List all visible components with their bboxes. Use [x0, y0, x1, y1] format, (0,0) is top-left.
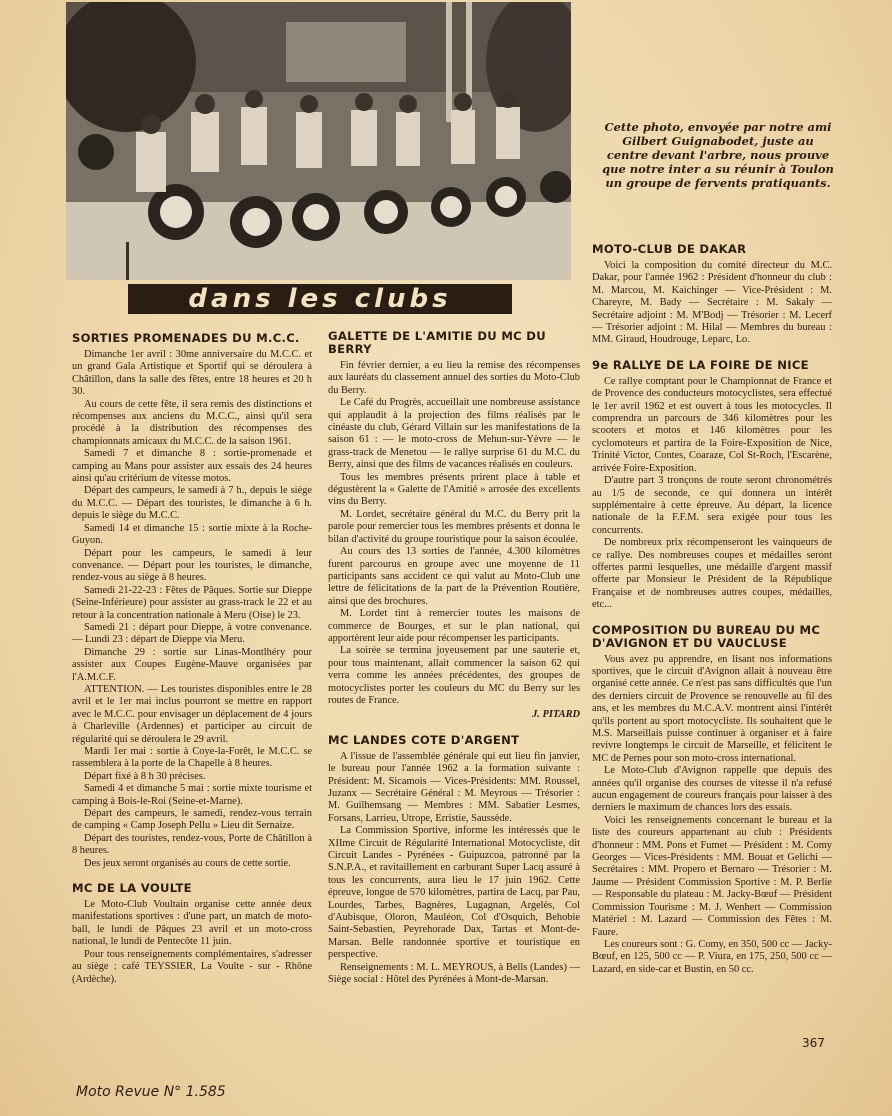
article-paragraph: M. Lordet tint à remercier toutes les maisons de commerce de Bourges, et sur le plan national, qui apportèrent leur aide pour récompenser les participants. — [328, 608, 580, 644]
article-paragraph: Des jeux seront organisés au cours de cette sortie. — [84, 857, 291, 869]
photo-caption: Cette photo, envoyée par notre ami Gilbert Guignabodet, juste au centre devant l'arbre, nous prouve que notre inter a su réunir à Toulon un groupe de fervents pratiquants. — [602, 120, 834, 190]
article-paragraph: Départ pour les campeurs, le samedi à leur convenance. — Départ pour les touristes, le dimanche, rendez-vous au siège à 8 heures. — [72, 547, 312, 584]
article-paragraph: Dimanche 1er avril : 30me anniversaire du M.C.C. et un grand Gala Artistique et Sportif qui se déroulera à Châtillon, dans la salle des fêtes, entre 18 heures et 20 h 30. — [72, 349, 312, 398]
article-paragraph: Samedi 7 et dimanche 8 : sortie-promenade et camping au Mans pour assister aux essais des 24 heures ainsi qu'au critérium de vitesse motos. — [72, 448, 312, 485]
article-paragraph: Départ des touristes, rendez-vous, Porte de Châtillon à 8 heures. — [72, 832, 312, 857]
article-paragraph: Mardi 1er mai : sortie à Coye-la-Forêt, le M.C.C. se rassemblera à la porte de la Chapelle à 8 heures. — [72, 746, 312, 770]
article-paragraph: Vous avez pu apprendre, en lisant nos informations sportives, que le circuit d'Avignon allait à nouveau être organisé cette année. Ce n'est pas sans difficultés que l'un des derniers circuit de Provence se renouvelle au fil des ans, et les membres du M.C.A.V. montrent ainsi l'intérêt qu'ils portent au sport motocycliste. Ils souhaitent que le M.S. Marseillais puisse continuer à organiser et à faire revivre longtemps le circuit de Marseille, et félicitent le MC de Pernes pour son moto-cross international. — [592, 653, 832, 764]
article-title: MOTO-CLUB DE DAKAR — [592, 242, 747, 256]
article-paragraph: Départ des campeurs, le samedi à 7 h., depuis le siège du M.C.C. — Départ des touristes, le dimanche à 6 h. depuis le siège du M.C.C. — [72, 485, 312, 522]
article-paragraph: ATTENTION. — Les touristes disponibles entre le 28 avril et le 1er mai inclus pourront se mettre en rapport avec le M.C.C. pour envisager un déplacement de 4 jours à Charleville (Ardennes) et participer au circuit de régularité qui se déroulera le 29 avril. — [72, 683, 312, 745]
article-title: MC DE LA VOULTE — [72, 881, 192, 896]
column-right — [592, 243, 832, 976]
section-banner: dans les clubs — [128, 284, 512, 314]
article-paragraph: Départ des campeurs, le samedi, rendez-vous terrain de camping « Camp Joseph Pellu » Lieu dit Sernaize. — [72, 808, 312, 832]
article-paragraph: De nombreux prix récompenseront les vainqueurs de ce rallye. Des nombreuses coupes et médailles seront offertes parmi lesquelles, une médaille d'argent massif offerte par Monsieur le Président de la République Française et de nombreuses autres coupes, médailles, etc... — [592, 537, 832, 611]
article-title: MC LANDES COTE D'ARGENT — [328, 732, 520, 747]
column-left — [72, 332, 312, 986]
article-paragraph: Samedi 21-22-23 : Fêtes de Pâques. Sortie sur Dieppe (Seine-Inférieure) pour assister au grass-track le 22 et au retour à la concentration nationale à Meru (Oise) le 23. — [72, 584, 312, 621]
article-paragraph: Samedi 4 et dimanche 5 mai : sortie mixte tourisme et camping à Bois-le-Roi (Seine-et-Marne). — [72, 783, 312, 807]
article-paragraph: Le Moto-Club d'Avignon rappelle que depuis des années qu'il organise des courses de vitesse il n'a refusé aucun engagement de coureurs français pour laisser à des derniers le maximum de chances lors des essais. — [592, 765, 832, 814]
article-paragraph: D'autre part 3 tronçons de route seront chronométrés au 1/5 de seconde, ce qui donnera un intérêt supplémentaire à cette épreuve. Au départ, la licence nationale de la F.F.M. sera exigée pour tous les concurrents. — [592, 475, 832, 536]
article-paragraph: Tous les membres présents prirent place à table et dégustèrent la « Galette de l'Amitié » arrosée des excellents vins du Berry. — [328, 471, 580, 508]
article-paragraph: M. Lordet, secrétaire général du M.C. du Berry prit la parole pour remercier tous les membres présents et donna le bilan d'activité du groupe touristique pour la saison écoulée. — [328, 508, 580, 545]
article-paragraph: Fin février dernier, a eu lieu la remise des récompenses aux lauréats du classement annuel des sorties du Moto-Club du Berry. — [328, 360, 580, 396]
article-paragraph: Voici la composition du comité directeur du M.C. Dakar, pour l'année 1962 : Président d'honneur du club : M. Marcou, M. Kaichinger — Vice-Président : M. Chareyre, M. Bady — Secrétaire : M. Sakaly — Secrétaire adjoint : M. M'Bodj — Trésorier : M. Lecerf — Trésorier adjoint : M. Hilal — Membres du bureau : MM. Giraud, Houdrouge, Leparc, Lo. — [592, 260, 832, 346]
article-paragraph: Pour tous renseignements complémentaires, s'adresser au siège : café TEYSSIER, La Voulte - sur - Rhône (Ardèche). — [72, 948, 312, 985]
article-title: COMPOSITION DU BUREAU DU MC D'AVIGNON ET DU VAUCLUSE — [592, 622, 821, 650]
article-title: SORTIES PROMENADES DU M.C.C. — [72, 331, 300, 345]
column-middle — [328, 330, 580, 987]
article-paragraph: Samedi 21 : départ pour Dieppe, à votre convenance. — Lundi 23 : départ de Dieppe via Meru. — [72, 621, 312, 646]
article-paragraph: Le Café du Progrès, accueillait une nombreuse assistance qui applaudit à la projection des films réalisés par le cinéaste du club, Gérard Villain sur les manifestations de la saison 61 : — le moto-cross de Mehun-sur-Yèvre — le grass-track de Menetou — le rallye surprise 61 du M.C. du Berry, ainsi que des films de vacances réalisés en couleurs. — [328, 397, 580, 471]
magazine-issue: Moto Revue N° 1.585 — [76, 1084, 226, 1100]
article-signature: J. PITARD — [532, 709, 580, 721]
article-paragraph: Ce rallye comptant pour le Championnat de France et de Provence des conducteurs motocyclistes, sera effectué le 1er avril 1962 et est ouvert à tous les motocycles. Il comprendra un parcours de 346 kilomètres pour les scooters et motos et 146 kilomètres pour les cyclomoteurs et partira de la Foire-Exposition de Nice, Trinité Victor, Contes, Coaraze, Col St-Roch, l'Escarène, arrivée Foire-Exposition. — [592, 375, 832, 474]
article-paragraph: Samedi 14 et dimanche 15 : sortie mixte à la Roche-Guyon. — [72, 522, 312, 547]
page-number: 367 — [802, 1036, 825, 1050]
article-paragraph: Renseignements : M. L. MEYROUS, à Bells (Landes) — Siège social : Hôtel des Pyrénées à Mont-de-Marsan. — [328, 961, 580, 986]
club-group-photo — [66, 2, 571, 280]
article-paragraph: Les coureurs sont : G. Comy, en 350, 500 cc — Jacky-Bœuf, en 125, 500 cc — P. Viura, en 175, 250, 500 cc — Lazard, en side-car et Bustin, en 50 cc. — [592, 938, 832, 975]
article-paragraph: Dimanche 29 : sortie sur Linas-Montlhéry pour assister aux Coupes Eugène-Mauve organisées par l'A.M.C.F. — [72, 646, 312, 683]
article-paragraph: La soirée se termina joyeusement par une sauterie et, pour tous maintenant, allait commencer la saison 62 qui verra comme les années précédentes, des groupes de motocyclistes porter les couleurs du MC du Berry sur les routes de France. — [328, 645, 580, 706]
article-paragraph: A l'issue de l'assemblée générale qui eut lieu fin janvier, le bureau pour l'année 1962 a la formation suivante : Président: M. Sicamois — Vices-Présidents: MM. Roussel, Juzanx — Secrétaire Général : M. Meyrous — Trésorier : M. Guilhemsang — Membres : MM. Sabatier Lesmes, Forsans, Larrieu, Utrope, Erristie, Saussède. — [328, 750, 580, 824]
article-paragraph: Au cours des 13 sorties de l'année, 4.300 kilomètres furent parcourus en groupe avec une moyenne de 11 participants sans accident ce qui valut au Moto-Club une lettre de félicitations de la part de la Prévention Routière, ainsi que des brochures. — [328, 546, 580, 607]
article-paragraph: Départ fixé à 8 h 30 précises. — [84, 770, 206, 782]
article-title: 9e RALLYE DE LA FOIRE DE NICE — [592, 357, 809, 372]
article-paragraph: La Commission Sportive, informe les intéressés que le XIIme Circuit de Régularité International Motocycliste, dit Circuit Landes - Pyrénées - Guipuzcoa, patronné par la S.N.P.A., et ravitaillement en carburant Super Lacq assuré à tous les concurrents, aura lieu le 17 juin 1962. Cette épreuve, longue de 570 kilomètres, partira de Lacq, par Pau, Lourdes, Tarbes, Bagnères, Lugagnan, Argelès, Col d'Aubisque, Oloron, Mauléon, Col d'Osquich, Behobie Saint-Sebastien, Peyrehorade Dax, Tartas et Mont-de-Marsan. Belle randonnée sportive et touristique en perspective. — [328, 825, 580, 961]
article-paragraph: Au cours de cette fête, il sera remis des distinctions et récompenses aux anciens du M.C.C., ainsi qu'il sera procédé à la distribution des récompenses des championnats amicaux du M.C.C. de la saison 1961. — [72, 398, 312, 447]
article-paragraph: Voici les renseignements concernant le bureau et la liste des coureurs appartenant au club : Présidents d'honneur : MM. Pons et Fumet — Président : M. Comy Georges — Vices-Présidents : MM. Bouat et Gelichi — Secrétaires : MM. Propero et Bernaro — Trésorier : M. Jaume — Président Commission Sportive : M. P. Berlie — Responsable du plateau : M. Jacky-Bœuf — Président Commission Tourisme : M. J. Wenhert — Commission Matériel : M. Lazard — Commission des Fêtes : M. Faure. — [592, 814, 832, 938]
article-title: GALETTE DE L'AMITIE DU MC DU BERRY — [328, 329, 546, 356]
article-paragraph: Le Moto-Club Voultain organise cette année deux manifestations sportives : d'une part, un match de moto-ball, le lundi de Pâques 23 avril et un moto-cross national, le lundi de Pentecôte 11 juin. — [72, 899, 312, 948]
